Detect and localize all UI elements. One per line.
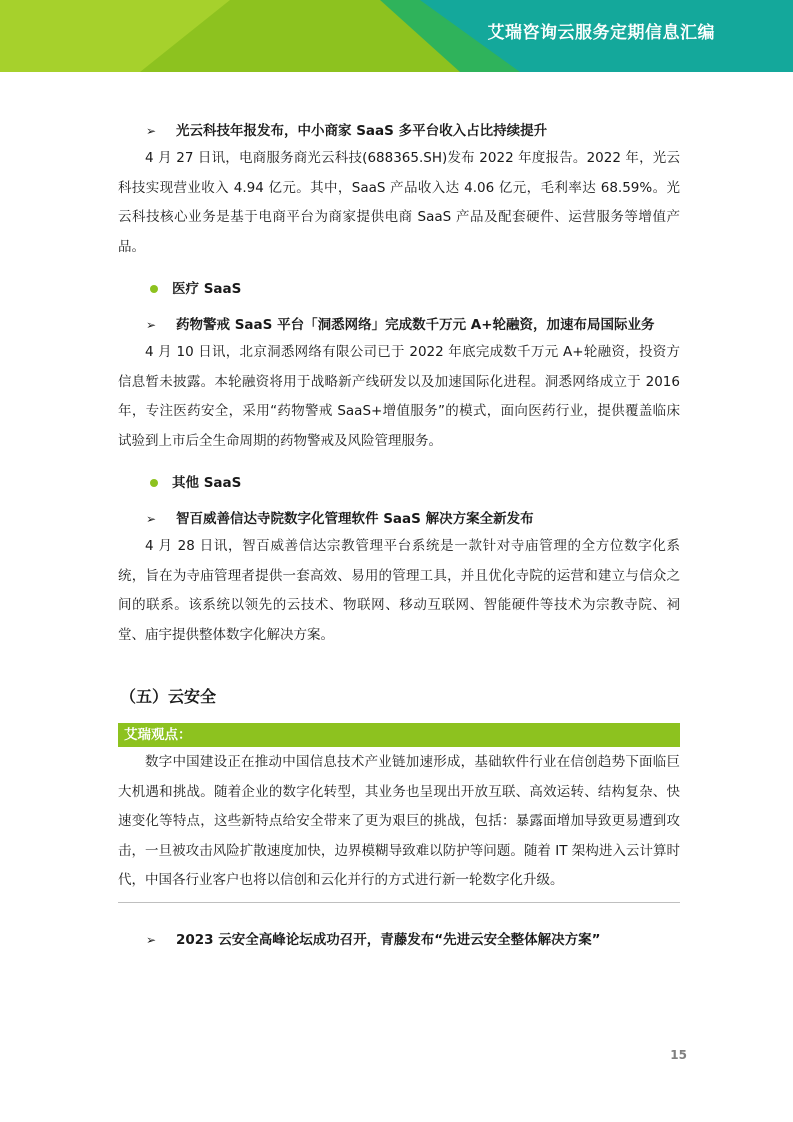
category-text: 医疗 SaaS [172,281,242,297]
main-content [118,120,680,953]
arrow-bullet-icon: ➢ [146,932,157,947]
headline-text: 智百威善信达寺院数字化管理软件 SaaS 解决方案全新发布 [176,511,534,527]
news-headline [118,120,680,142]
green-dot-icon [150,285,158,293]
arrow-bullet-icon: ➢ [146,124,157,138]
news-headline [118,929,680,951]
news-headline [118,314,680,336]
analyst-view-text: 数字中国建设正在推动中国信息技术产业链加速形成，基础软件行业在信创趋势下面临巨大机遇和挑战。随着企业的数字化转型，其业务也呈现出开放互联、高效运转、结构复杂、快速变化等特点，这些新特点给安全带来了更为艰巨的挑战，包括：暴露面增加导致更易遭到攻击，一旦被攻击风险扩散速度加快，边界模糊导致难以防护等问题。随着 IT 架构进入云计算时代，中国各行业客户也将以信创和云化并行的方式进行新一轮数字化升级。 [118,747,680,903]
section-title: （五）云安全 [120,687,217,706]
analyst-view-box [118,723,680,903]
news-paragraph: 4 月 28 日讯，智百威善信达宗教管理平台系统是一款针对寺庙管理的全方位数字化系统，旨在为寺庙管理者提供一套高效、易用的管理工具，并且优化寺院的运营和建立与信众之间的联系。该系统以领先的云技术、物联网、移动互联网、智能硬件等技术为宗教寺院、祠堂、庙宇提供整体数字化解决方案。 [118,538,680,643]
news-paragraph: 4 月 10 日讯，北京洞悉网络有限公司已于 2022 年底完成数千万元 A+轮融资，投资方信息暂未披露。本轮融资将用于战略新产线研发以及加速国际化进程。洞悉网络成立于 2016 年，专注医药安全，采用“药物警戒 SaaS+增值服务”的模式，面向医药行业，提供覆盖临床试验到上市后全生命周期的药物警戒及风险管理服务。 [118,344,680,449]
header-title: 艾瑞咨询云服务定期信息汇编 [487,23,715,43]
news-paragraph: 4 月 27 日讯，电商服务商光云科技(688365.SH)发布 2022 年度报告。2022 年，光云科技实现营业收入 4.94 亿元。其中，SaaS 产品收入达 4.06 亿元，毛利率达 68.59%。光云科技核心业务是基于电商平台为商家提供电商 SaaS 产品及配套硬件、运营服务等增值产品。 [118,150,680,255]
page-header [0,0,793,72]
category-heading [118,472,680,494]
category-heading [118,278,680,300]
headline-text: 2023 云安全高峰论坛成功召开，青藤发布“先进云安全整体解决方案” [176,931,601,948]
arrow-bullet-icon: ➢ [146,512,157,526]
headline-text: 光云科技年报发布，中小商家 SaaS 多平台收入占比持续提升 [176,123,548,139]
headline-text: 药物警戒 SaaS 平台「洞悉网络」完成数千万元 A+轮融资，加速布局国际业务 [176,317,655,333]
analyst-view-label: 艾瑞观点： [118,723,680,747]
news-headline [118,508,680,530]
green-dot-icon [150,479,158,487]
page-number: 15 [670,1048,687,1062]
arrow-bullet-icon: ➢ [146,318,157,332]
category-text: 其他 SaaS [172,475,242,491]
